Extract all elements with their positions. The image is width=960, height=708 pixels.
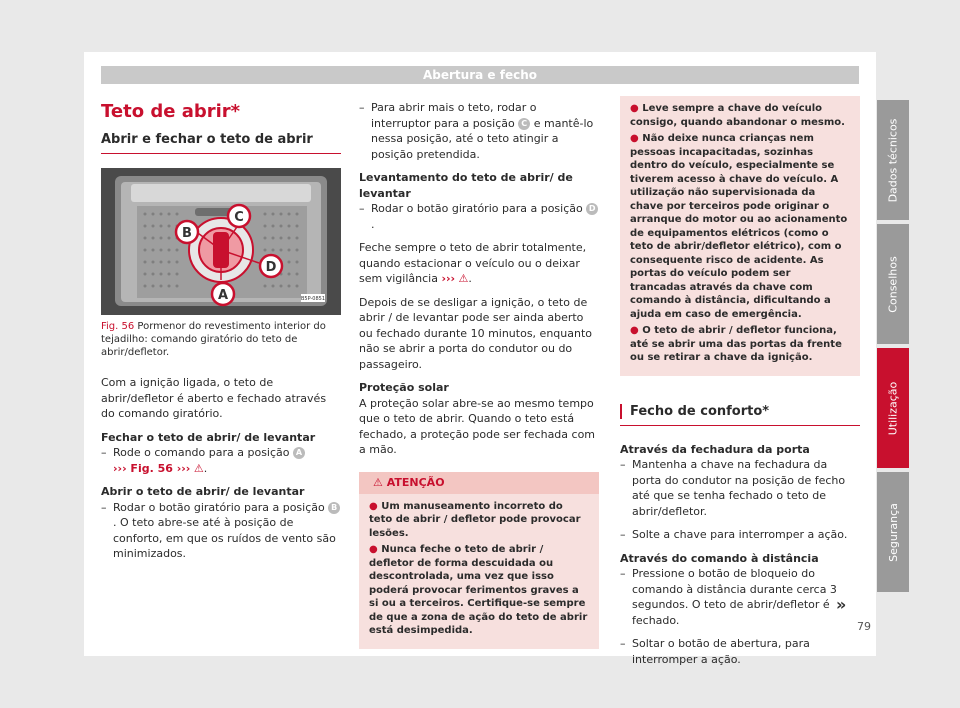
svg-text:A: A <box>217 288 229 303</box>
warning-triangle-icon: ⚠ <box>373 475 383 489</box>
position-c-badge: C <box>518 118 530 130</box>
column-2 <box>359 100 599 649</box>
lock-heading: Através da fechadura da porta <box>620 442 810 456</box>
figure-ref[interactable]: Fig. 56 <box>101 321 135 332</box>
figure-caption <box>101 320 341 359</box>
continue-arrow: » <box>836 595 847 614</box>
svg-text:C: C <box>234 210 244 225</box>
close-heading: Fechar o teto de abrir/ de levantar <box>101 430 316 444</box>
figure-code: B5P-0851 <box>300 296 326 302</box>
warning-item: ● Um manuseamento incorreto do teto de abrir / defletor pode provocar lesões. <box>369 500 581 539</box>
warning-box <box>359 472 599 649</box>
lock-step-2: – Solte a chave para interromper a ação. <box>620 527 860 543</box>
lift-heading: Levantamento do teto de abrir/ de levantar <box>359 171 573 200</box>
warning-item: ● Não deixe nunca crianças nem pessoas incapacitadas, sozinhas dentro do veículo, especialmente se tiverem acesso à chave do veículo. A utilização não supervisionada da chave por terceiros pode originar o arranque do motor ou ao acionamento de equipamentos elétricos (como o teto de abrir/defletor elétrico), com o consequente risco de acidente. As portas do veículo podem ser trancadas através da chave com comando à distância, dificultando a ajuda em caso de emergência. <box>630 133 848 320</box>
warning-header: ⚠ ATENÇÃO <box>359 472 599 494</box>
lock-step-1: – Mantenha a chave na fechadura da porta do condutor na posição de fecho até que se tenha fechado o teto de abrir/defletor. <box>620 457 860 519</box>
figure-callout-a <box>212 283 234 305</box>
figure-caption-text: Pormenor do revestimento interior do tejadilho: comando giratório do teto de abrir/defletor. <box>101 321 326 358</box>
figure-56 <box>101 168 341 315</box>
ignition-note: Depois de se desligar a ignição, o teto de abrir / de levantar pode ser ainda aberto ou fechado durante 10 minutos, enquanto não se abrir a porta do condutor ou do passageiro. <box>359 295 592 371</box>
section-header: Abertura e fecho <box>101 66 859 84</box>
warning-item: ● O teto de abrir / defletor funciona, até se abrir uma das portas da frente ou se retirar a chave da ignição. <box>630 325 842 363</box>
tab-seguranca[interactable]: Segurança <box>877 472 909 592</box>
position-b-badge: B <box>328 502 340 514</box>
remote-step-2: – Soltar o botão de abertura, para interromper a ação. <box>620 636 860 667</box>
sun-text: A proteção solar abre-se ao mesmo tempo que o teto de abrir. Quando o teto está fechado, a proteção pode ser fechada com a mão. <box>359 396 596 456</box>
warning-link[interactable]: ››› <box>441 272 456 285</box>
column-1 <box>101 96 341 562</box>
roof-control-illustration <box>101 168 341 315</box>
warning-item: ● Nunca feche o teto de abrir / defletor de forma descuidada ou descontrolada, uma vez que isso poderá provocar ferimentos graves a si ou a terceiros. Certifique-se sempre de que a zona de ação do teto de abrir está desimpedida. <box>369 544 588 636</box>
open-more-step: – Para abrir mais o teto, rodar o interruptor para a posição C e mantê-lo nessa posição, até o teto atingir a posição pretendida. <box>359 100 599 162</box>
comfort-section-title: Fecho de conforto* <box>620 404 860 426</box>
figure-callout-d <box>260 255 282 277</box>
close-note: Feche sempre o teto de abrir totalmente, quando estacionar o veículo ou o deixar sem vigilância ››› ⚠. <box>359 241 587 285</box>
figure-callout-c <box>228 205 250 227</box>
open-heading: Abrir o teto de abrir/ de levantar <box>101 485 305 498</box>
column-3 <box>620 96 860 667</box>
open-step: – Rodar o botão giratório para a posição B. O teto abre-se até à posição de conforto, em que os ruídos de vento são minimizados. <box>101 500 341 562</box>
position-a-badge: A <box>293 447 305 459</box>
intro-paragraph: Com a ignição ligada, o teto de abrir/defletor é aberto e fechado através do comando giratório. <box>101 376 327 420</box>
svg-text:B: B <box>182 226 192 241</box>
figure-callout-b <box>176 221 198 243</box>
tab-utilizacao[interactable]: Utilização <box>877 348 909 468</box>
sun-heading: Proteção solar <box>359 381 449 394</box>
warning-item: ● Leve sempre a chave do veículo consigo, quando abandonar o mesmo. <box>630 103 845 128</box>
tab-conselhos[interactable]: Conselhos <box>877 224 909 344</box>
tab-dados-tecnicos[interactable]: Dados técnicos <box>877 100 909 220</box>
warning-icon: ⚠ <box>458 272 469 285</box>
warning-box-continued <box>620 96 860 376</box>
lift-step: – Rodar o botão giratório para a posição D. <box>359 201 599 232</box>
remote-step-1: – Pressione o botão de bloqueio do comando à distância durante cerca 3 segundos. O teto de abrir/defletor é fechado. <box>620 566 860 628</box>
fig-56-link[interactable]: ››› Fig. 56 ››› <box>113 461 191 475</box>
page-number: 79 <box>857 620 871 633</box>
close-step: – Rode o comando para a posição A ››› Fig. 56 ››› ⚠. <box>101 445 341 476</box>
svg-text:D: D <box>265 260 277 275</box>
subsection-title: Abrir e fechar o teto de abrir <box>101 132 341 154</box>
position-d-badge: D <box>586 203 598 215</box>
warning-icon: ⚠ <box>193 461 204 475</box>
remote-heading: Através do comando à distância <box>620 551 819 565</box>
page-title: Teto de abrir* <box>101 101 241 122</box>
